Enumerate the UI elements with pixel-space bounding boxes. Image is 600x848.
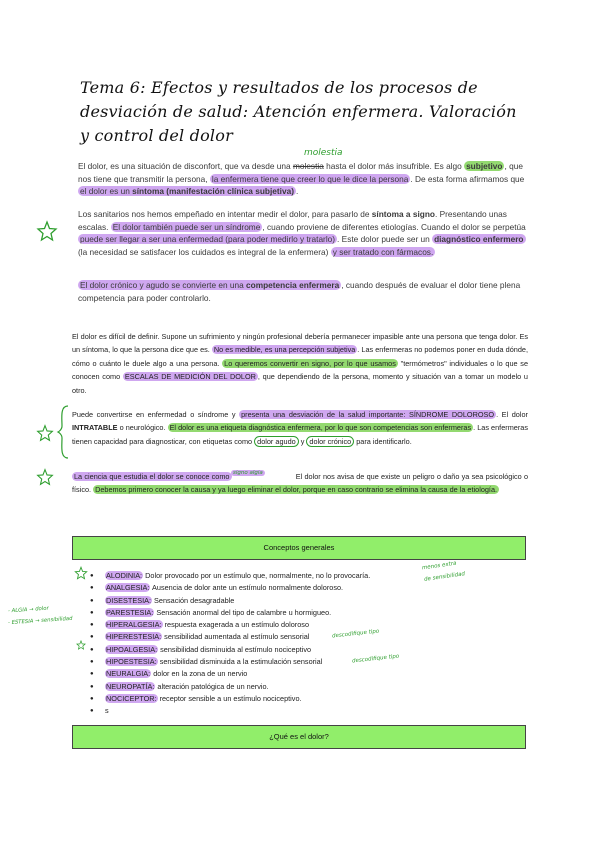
paragraph-signo: Los sanitarios nos hemos empeñado en intentar medir el dolor, para pasarlo de síntoma a signo. Presentando unas escalas. El dolor también puede ser un síndrome , cuando proviene de diferentes etiologías. Cuando el dolor se perpetúa puede ser llegar a ser una enfermedad (para poder medirlo y tratarlo) . Este dolor puede ser un diagnóstico enfermero (la necesidad se satisfacer los cuidados es integral de la enfermera) y ser tratado con fármacos. — [78, 209, 526, 257]
list-item: ● HIPOESTESIA: sensibilidad disminuida a la estimulación sensorial — [90, 656, 470, 668]
star-icon — [36, 424, 54, 442]
list-item: ● s — [90, 705, 470, 717]
paragraph-sindrome: Puede convertirse en enfermedad o síndrome y presenta una desviación de la salud importante: SÍNDROME DOLOROSO . El dolor INTRATABLE o neurológico. El dolor es una etiqueta diagnóstica enfermera, por lo que son competencias son enfermeras . Las enfermeras tienen capacidad para diagnosticar, con etiquetas como dolor agudo y dolor crónico para identificarlo. — [72, 410, 528, 446]
star-icon — [36, 468, 54, 486]
handwritten-signo: signo algia — [233, 470, 263, 476]
handwritten-menos-extra: menos extra — [421, 560, 457, 572]
list-item: ● NEURALGIA: dolor en la zona de un nervio — [90, 668, 470, 680]
handwritten-sensibilidad: de sensibilidad — [423, 571, 466, 583]
handwritten-molestia: molestia — [304, 148, 343, 158]
handwritten-descodifique-1: descodifique tipo — [331, 628, 380, 640]
list-item: ● HIPOALGESIA: sensibilidad disminuida al estímulo nociceptivo — [90, 644, 470, 656]
section-header-que-es-el-dolor: ¿Qué es el dolor? — [72, 725, 526, 749]
section-header-conceptos: Conceptos generales — [72, 536, 526, 560]
star-icon — [74, 566, 88, 580]
handwritten-estesia: - ESTESIA → sensibilidad — [7, 615, 73, 627]
paragraph-intro: El dolor, es una situación de disconfort, que va desde una molestia hasta el dolor más insufrible. Es algo subjetivo , que nos tiene que transmitir la persona, la enfermera tiene que creer lo que le dice la persona . De esta forma afirmamos que el dolor es un síntoma (manifestación clínica subjetiva) . — [78, 161, 525, 197]
list-item: ● ANALGESIA: Ausencia de dolor ante un estímulo normalmente doloroso. — [90, 582, 470, 594]
handwritten-algia: - ALGIA → dolor — [7, 605, 49, 615]
handwritten-descodifique-2: descodifique tipo — [351, 653, 400, 665]
concepts-list — [90, 570, 470, 718]
star-icon — [36, 220, 58, 242]
paragraph-ciencia: La ciencia que estudia el dolor se conoce como El dolor nos avisa de que existe un peligro o daño ya sea psicológico o físico. Debemos primero conocer la causa y ya luego eliminar el dolor, porque en caso contrario se elimina la causa de la etiología. — [72, 472, 528, 495]
list-item: ● HIPERALGESIA: respuesta exagerada a un estímulo doloroso — [90, 619, 470, 631]
list-item: ● ALODINIA: Dolor provocado por un estímulo que, normalmente, no lo provocaría. — [90, 570, 470, 582]
paragraph-competencia: El dolor crónico y agudo se convierte en una competencia enfermera , cuando después de evaluar el dolor tiene plena competencia para poder controlarlo. — [78, 280, 521, 303]
bracket-mark — [56, 404, 70, 460]
list-item: ● HIPERESTESIA: sensibilidad aumentada al estímulo sensorial — [90, 631, 470, 643]
list-item: ● NOCICEPTOR: receptor sensible a un estímulo nociceptivo. — [90, 693, 470, 705]
list-item: ● NEUROPATÍA: alteración patológica de un nervio. — [90, 681, 470, 693]
list-item: ● PARESTESIA: Sensación anormal del tipo de calambre u hormigueo. — [90, 607, 470, 619]
document-title: Tema 6: Efectos y resultados de los procesos de desviación de salud: Atención enfermera. Valoración y control del dolor — [80, 78, 517, 145]
paragraph-definicion: El dolor es difícil de definir. Supone un sufrimiento y ningún profesional debería permanecer impasible ante una persona que tenga dolor. Es un síntoma, lo que la persona dice que es. No es medible, es una percepción subjetiva . Las enfermeras no podemos poner en duda dónde, cómo o cuánto le duele algo a una persona. Lo queremos convertir en signo, por lo que usamos "termómetros" individuales o lo que se conocen como ESCALAS DE MEDICIÓN DEL DOLOR , que dependiendo de la persona, momento y situación van a tomar un modelo u otro. — [72, 332, 529, 395]
star-icon — [76, 640, 86, 650]
list-item: ● DISESTESIA: Sensación desagradable — [90, 595, 470, 607]
